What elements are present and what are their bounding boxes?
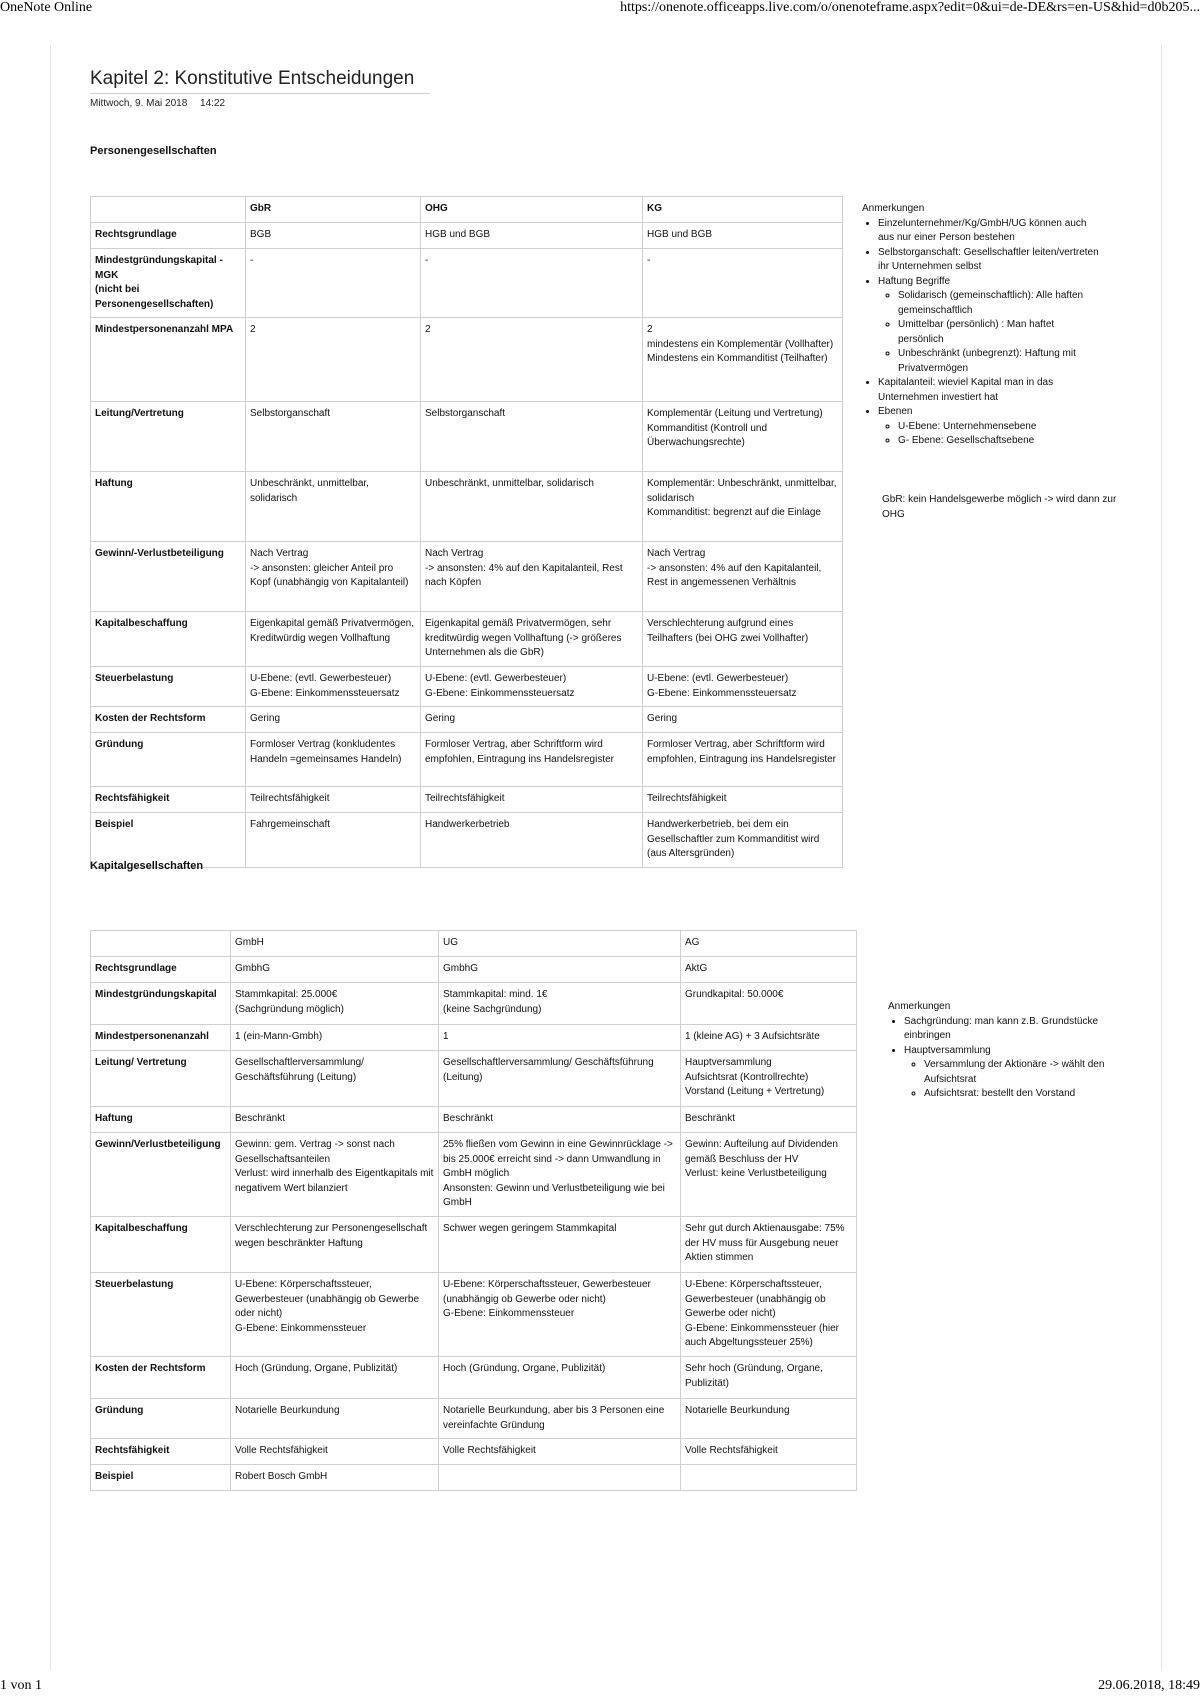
table-cell: - bbox=[421, 249, 643, 318]
print-header bbox=[0, 0, 1200, 18]
table-cell: Nach Vertrag -> ansonsten: 4% auf den Kapitalanteil, Rest nach Köpfen bbox=[421, 542, 643, 612]
table-personengesellschaften bbox=[90, 196, 843, 868]
table-cell: Notarielle Beurkundung, aber bis 3 Personen eine vereinfachte Gründung bbox=[439, 1399, 681, 1439]
sub-list-item: ◦ Umittelbar (persönlich) : Man haftet persönlich bbox=[898, 318, 1102, 347]
table-row bbox=[91, 542, 843, 612]
note-gbr: GbR: kein Handelsgewerbe möglich -> wird dann zur OHG bbox=[882, 494, 1117, 520]
row-label: Haftung bbox=[91, 1107, 231, 1133]
row-label: Beispiel bbox=[91, 1465, 231, 1491]
table-row bbox=[91, 733, 843, 787]
table-header-row bbox=[91, 931, 857, 957]
table-cell: Handwerkerbetrieb bbox=[421, 813, 643, 868]
table-cell: - bbox=[643, 249, 843, 318]
table-cell: Formloser Vertrag, aber Schriftform wird empfohlen, Eintragung ins Handelsregister bbox=[643, 733, 843, 787]
table-cell bbox=[681, 1465, 857, 1491]
table-cell: Fahrgemeinschaft bbox=[246, 813, 421, 868]
table-cell: Sehr gut durch Aktienausgabe: 75% der HV muss für Ausgebung neuer Aktien stimmen bbox=[681, 1217, 857, 1273]
table-cell: Eigenkapital gemäß Privatvermögen, Kreditwürdig wegen Vollhaftung bbox=[246, 612, 421, 667]
list-item bbox=[878, 275, 1102, 377]
table-cell: Grundkapital: 50.000€ bbox=[681, 983, 857, 1025]
row-label: Beispiel bbox=[91, 813, 246, 868]
column-header-ug: UG bbox=[439, 931, 681, 957]
table-row bbox=[91, 1025, 857, 1051]
table-cell: Gewinn: Aufteilung auf Dividenden gemäß Beschluss der HV Verlust: keine Verlustbeteiligung bbox=[681, 1133, 857, 1217]
table-cell: - bbox=[246, 249, 421, 318]
sub-list bbox=[878, 420, 1102, 449]
list-item-text: Hauptversammlung bbox=[904, 1044, 991, 1056]
notes-personengesellschaften bbox=[862, 202, 1102, 449]
table-cell: Formloser Vertrag (konkludentes Handeln =gemeinsames Handeln) bbox=[246, 733, 421, 787]
page-title[interactable]: Kapitel 2: Konstitutive Entscheidungen bbox=[90, 68, 430, 94]
table-cell: U-Ebene: Körperschaftssteuer, Gewerbesteuer (unabhängig ob Gewerbe oder nicht) G-Ebene: Einkommenssteuer bbox=[439, 1273, 681, 1357]
table-cell: Hoch (Gründung, Organe, Publizität) bbox=[439, 1357, 681, 1399]
row-label: Gewinn/Verlustbeteiligung bbox=[91, 1133, 231, 1217]
table-row bbox=[91, 983, 857, 1025]
table-cell bbox=[439, 1465, 681, 1491]
table-cell: Unbeschränkt, unmittelbar, solidarisch bbox=[246, 472, 421, 542]
table-cell: Gering bbox=[246, 707, 421, 733]
table-cell: Volle Rechtsfähigkeit bbox=[681, 1439, 857, 1465]
row-label: Rechtsgrundlage bbox=[91, 223, 246, 249]
table-cell: Verschlechterung aufgrund eines Teilhafters (bei OHG zwei Vollhafter) bbox=[643, 612, 843, 667]
print-footer bbox=[0, 1678, 1200, 1696]
table-cell: Selbstorganschaft bbox=[246, 402, 421, 472]
table-cell: U-Ebene: Körperschaftssteuer, Gewerbesteuer (unabhängig ob Gewerbe oder nicht) G-Ebene: Einkommenssteuer bbox=[231, 1273, 439, 1357]
column-header bbox=[91, 931, 231, 957]
table-cell: BGB bbox=[246, 223, 421, 249]
row-label: Kosten der Rechtsform bbox=[91, 707, 246, 733]
row-label: Leitung/Vertretung bbox=[91, 402, 246, 472]
row-label: Gründung bbox=[91, 1399, 231, 1439]
sub-list-item: ◦ G- Ebene: Gesellschaftsebene bbox=[898, 434, 1102, 449]
table-row bbox=[91, 472, 843, 542]
table-cell: Gering bbox=[643, 707, 843, 733]
list-item: • Einzelunternehmer/Kg/GmbH/UG können auch aus nur einer Person bestehen bbox=[878, 217, 1102, 246]
table-cell: U-Ebene: (evtl. Gewerbesteuer) G-Ebene: Einkommenssteuersatz bbox=[421, 667, 643, 707]
table-cell: Hauptversammlung Aufsichtsrat (Kontrollrechte) Vorstand (Leitung + Vertretung) bbox=[681, 1051, 857, 1107]
table-cell: Eigenkapital gemäß Privatvermögen, sehr kreditwürdig wegen Vollhaftung (-> größeres Unternehmen als die GbR) bbox=[421, 612, 643, 667]
column-header-gmbh: GmbH bbox=[231, 931, 439, 957]
list-item-text: Haftung Begriffe bbox=[878, 275, 951, 287]
table-cell: Gering bbox=[421, 707, 643, 733]
list-item-text: Ebenen bbox=[878, 406, 913, 417]
table-row bbox=[91, 318, 843, 402]
notes-kapitalgesellschaften bbox=[888, 1000, 1123, 1102]
table-header-row bbox=[91, 197, 843, 223]
sub-list bbox=[878, 289, 1102, 376]
table-cell: 25% fließen vom Gewinn in eine Gewinnrücklage -> bis 25.000€ erreicht sind -> dann Umwandlung in GmbH möglich Ansonsten: Gewinn und Verlustbeteiligung wie bei GmbH bbox=[439, 1133, 681, 1217]
sub-list-item: ◦ Aufsichtsrat: bestellt den Vorstand bbox=[924, 1087, 1123, 1102]
table-cell: GmbhG bbox=[439, 957, 681, 983]
table-row bbox=[91, 957, 857, 983]
table-row bbox=[91, 612, 843, 667]
sub-list-item: ◦ U-Ebene: Unternehmensebene bbox=[898, 420, 1102, 435]
table-cell: Schwer wegen geringem Stammkapital bbox=[439, 1217, 681, 1273]
column-header-gbr: GbR bbox=[246, 197, 421, 223]
table-cell: 1 (ein-Mann-Gmbh) bbox=[231, 1025, 439, 1051]
table-cell: 2 bbox=[421, 318, 643, 402]
list-item bbox=[904, 1044, 1123, 1102]
table-cell: Beschränkt bbox=[231, 1107, 439, 1133]
table-row bbox=[91, 813, 843, 868]
notes-list bbox=[862, 217, 1102, 449]
table-cell: 2 mindestens ein Komplementär (Vollhafter) Mindestens ein Kommanditist (Teilhafter) bbox=[643, 318, 843, 402]
column-header-kg: KG bbox=[643, 197, 843, 223]
row-label: Kosten der Rechtsform bbox=[91, 1357, 231, 1399]
row-label: Mindestpersonenanzahl MPA bbox=[91, 318, 246, 402]
table-cell: Sehr hoch (Gründung, Organe, Publizität) bbox=[681, 1357, 857, 1399]
table-row bbox=[91, 249, 843, 318]
column-header bbox=[91, 197, 246, 223]
row-label: Mindestgründungskapital bbox=[91, 983, 231, 1025]
table-cell: 2 bbox=[246, 318, 421, 402]
table-cell: Stammkapital: 25.000€ (Sachgründung möglich) bbox=[231, 983, 439, 1025]
notes-title: Anmerkungen bbox=[862, 203, 925, 214]
table-cell: Formloser Vertrag, aber Schriftform wird empfohlen, Eintragung ins Handelsregister bbox=[421, 733, 643, 787]
table-row bbox=[91, 1439, 857, 1465]
section-heading-kapitalgesellschaften: Kapitalgesellschaften bbox=[90, 860, 204, 872]
print-timestamp: 29.06.2018, 18:49 bbox=[1098, 1678, 1200, 1693]
row-label: Steuerbelastung bbox=[91, 667, 246, 707]
row-label: Leitung/ Vertretung bbox=[91, 1051, 231, 1107]
table-cell: U-Ebene: (evtl. Gewerbesteuer) G-Ebene: Einkommenssteuersatz bbox=[246, 667, 421, 707]
row-label: Rechtsfähigkeit bbox=[91, 787, 246, 813]
column-header-ag: AG bbox=[681, 931, 857, 957]
list-item bbox=[878, 405, 1102, 449]
table-cell: Komplementär: Unbeschränkt, unmittelbar, solidarisch Kommanditist: begrenzt auf die Einlage bbox=[643, 472, 843, 542]
sub-list bbox=[904, 1058, 1123, 1102]
list-item: • Kapitalanteil: wieviel Kapital man in das Unternehmen investiert hat bbox=[878, 376, 1102, 405]
page-date-time bbox=[90, 98, 225, 109]
table-row bbox=[91, 1399, 857, 1439]
table-row bbox=[91, 402, 843, 472]
table-cell: HGB und BGB bbox=[643, 223, 843, 249]
table-row bbox=[91, 1051, 857, 1107]
row-label: Kapitalbeschaffung bbox=[91, 1217, 231, 1273]
table-row bbox=[91, 223, 843, 249]
table-cell: Robert Bosch GmbH bbox=[231, 1465, 439, 1491]
notes-list bbox=[888, 1015, 1123, 1102]
table-cell: Verschlechterung zur Personengesellschaft wegen beschränkter Haftung bbox=[231, 1217, 439, 1273]
table-row bbox=[91, 1273, 857, 1357]
notes-title: Anmerkungen bbox=[888, 1001, 951, 1012]
table-row bbox=[91, 707, 843, 733]
table-row bbox=[91, 1465, 857, 1491]
table-cell: Volle Rechtsfähigkeit bbox=[231, 1439, 439, 1465]
table-cell: Gesellschaftlerversammlung/ Geschäftsführung (Leitung) bbox=[439, 1051, 681, 1107]
list-item: • Selbstorganschaft: Gesellschaftler leiten/vertreten ihr Unternehmen selbst bbox=[878, 246, 1102, 275]
column-header-ohg: OHG bbox=[421, 197, 643, 223]
table-cell: 1 bbox=[439, 1025, 681, 1051]
table-row bbox=[91, 787, 843, 813]
table-cell: Unbeschränkt, unmittelbar, solidarisch bbox=[421, 472, 643, 542]
table-cell: U-Ebene: (evtl. Gewerbesteuer) G-Ebene: Einkommenssteuersatz bbox=[643, 667, 843, 707]
table-cell: Nach Vertrag -> ansonsten: gleicher Anteil pro Kopf (unabhängig von Kapitalanteil) bbox=[246, 542, 421, 612]
page-time: 14:22 bbox=[200, 98, 226, 109]
table-row bbox=[91, 1107, 857, 1133]
table-cell: U-Ebene: Körperschaftssteuer, Gewerbesteuer (unabhängig ob Gewerbe oder nicht) G-Ebene: Einkommenssteuer (hier auch Abgeltungssteuer 25%) bbox=[681, 1273, 857, 1357]
page-counter: 1 von 1 bbox=[0, 1678, 42, 1693]
sub-list-item: ◦ Unbeschränkt (unbegrenzt): Haftung mit Privatvermögen bbox=[898, 347, 1102, 376]
table-cell: Teilrechtsfähigkeit bbox=[643, 787, 843, 813]
table-cell: Teilrechtsfähigkeit bbox=[246, 787, 421, 813]
sub-list-item: ◦ Versammlung der Aktionäre -> wählt den Aufsichtsrat bbox=[924, 1058, 1123, 1087]
table-cell: Beschränkt bbox=[681, 1107, 857, 1133]
app-title: OneNote Online bbox=[0, 0, 93, 15]
table-cell: Selbstorganschaft bbox=[421, 402, 643, 472]
table-cell: Hoch (Gründung, Organe, Publizität) bbox=[231, 1357, 439, 1399]
row-label: Haftung bbox=[91, 472, 246, 542]
row-label: Rechtsfähigkeit bbox=[91, 1439, 231, 1465]
table-cell: HGB und BGB bbox=[421, 223, 643, 249]
row-label: Gewinn/-Verlustbeteiligung bbox=[91, 542, 246, 612]
table-row bbox=[91, 1357, 857, 1399]
table-cell: GmbhG bbox=[231, 957, 439, 983]
table-cell: Nach Vertrag -> ansonsten: 4% auf den Kapitalanteil, Rest in angemessenen Verhältnis bbox=[643, 542, 843, 612]
table-cell: Notarielle Beurkundung bbox=[231, 1399, 439, 1439]
page-date: Mittwoch, 9. Mai 2018 bbox=[90, 98, 188, 109]
table-row bbox=[91, 667, 843, 707]
table-kapitalgesellschaften bbox=[90, 930, 857, 1491]
row-label: Rechtsgrundlage bbox=[91, 957, 231, 983]
table-row bbox=[91, 1217, 857, 1273]
table-cell: Komplementär (Leitung und Vertretung) Kommanditist (Kontroll und Überwachungsrechte) bbox=[643, 402, 843, 472]
section-heading-personengesellschaften: Personengesellschaften bbox=[90, 145, 217, 157]
sub-list-item: ◦ Solidarisch (gemeinschaftlich): Alle haften gemeinschaftlich bbox=[898, 289, 1102, 318]
table-cell: AktG bbox=[681, 957, 857, 983]
table-cell: Teilrechtsfähigkeit bbox=[421, 787, 643, 813]
table-cell: Stammkapital: mind. 1€ (keine Sachgründung) bbox=[439, 983, 681, 1025]
row-label: Mindestgründungskapital - MGK (nicht bei Personengesellschaften) bbox=[91, 249, 246, 318]
list-item: • Sachgründung: man kann z.B. Grundstücke einbringen bbox=[904, 1015, 1123, 1044]
row-label: Kapitalbeschaffung bbox=[91, 612, 246, 667]
page-url[interactable]: https://onenote.officeapps.live.com/o/onenoteframe.aspx?edit=0&ui=de-DE&rs=en-US&hid=d0b205... bbox=[620, 0, 1200, 15]
table-cell: 1 (kleine AG) + 3 Aufsichtsräte bbox=[681, 1025, 857, 1051]
table-cell: Notarielle Beurkundung bbox=[681, 1399, 857, 1439]
table-cell: Gewinn: gem. Vertrag -> sonst nach Gesellschaftsanteilen Verlust: wird innerhalb des Eigentkapitals mit negativem Wert bilanziert bbox=[231, 1133, 439, 1217]
table-cell: Volle Rechtsfähigkeit bbox=[439, 1439, 681, 1465]
row-label: Steuerbelastung bbox=[91, 1273, 231, 1357]
table-cell: Handwerkerbetrieb, bei dem ein Gesellschaftler zum Kommanditist wird (aus Altersgründen) bbox=[643, 813, 843, 868]
table-row bbox=[91, 1133, 857, 1217]
row-label: Mindestpersonenanzahl bbox=[91, 1025, 231, 1051]
row-label: Gründung bbox=[91, 733, 246, 787]
table-cell: Gesellschaftlerversammlung/ Geschäftsführung (Leitung) bbox=[231, 1051, 439, 1107]
table-cell: Beschränkt bbox=[439, 1107, 681, 1133]
